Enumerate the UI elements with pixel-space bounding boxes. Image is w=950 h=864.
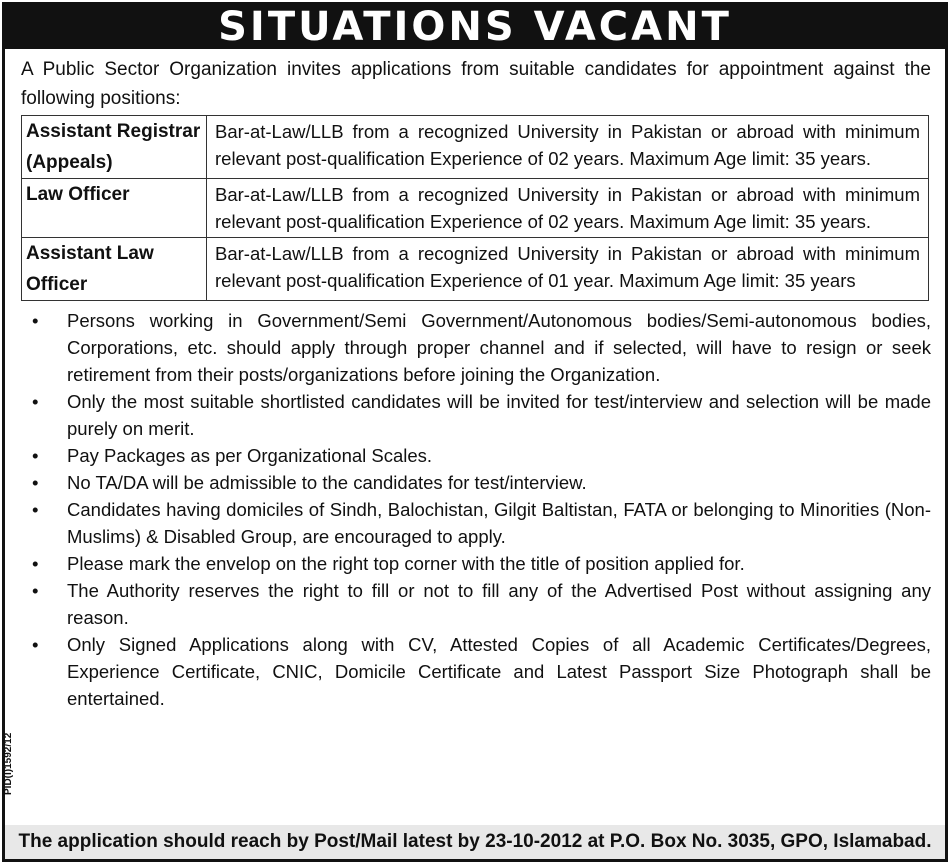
list-item	[5, 631, 931, 712]
condition-text: Only Signed Applications along with CV, Attested Copies of all Academic Certificates/Degrees, Experience Certificate, CNIC, Domicile Certificate and Latest Passport Size Photograph shall be entertained.	[67, 634, 931, 709]
condition-text: Only the most suitable shortlisted candidates will be invited for test/interview and selection will be made purely on merit.	[67, 391, 931, 439]
bullet-icon: •	[32, 472, 39, 493]
list-item	[5, 577, 931, 631]
ad-title: SITUATIONS VACANT	[5, 5, 945, 49]
bullet-icon: •	[32, 445, 39, 466]
condition-text: Pay Packages as per Organizational Scales.	[67, 445, 433, 466]
condition-text: Candidates having domiciles of Sindh, Balochistan, Gilgit Baltistan, FATA or belonging to Minorities (Non-Muslims) & Disabled Group, are encouraged to apply.	[67, 499, 931, 547]
conditions-list	[5, 307, 931, 712]
list-item	[5, 496, 931, 550]
position-requirements: Bar-at-Law/LLB from a recognized University in Pakistan or abroad with minimum relevant post-qualification Experience of 01 year. Maximum Age limit: 35 years	[207, 238, 929, 301]
positions-table	[21, 115, 929, 301]
position-title: Law Officer	[22, 179, 207, 238]
list-item	[5, 442, 931, 469]
list-item	[5, 307, 931, 388]
table-row	[22, 238, 929, 301]
bullet-icon: •	[32, 580, 39, 601]
pid-number: PID(I)1592/12	[3, 732, 14, 795]
bullet-icon: •	[32, 499, 39, 520]
list-item	[5, 469, 931, 496]
bullet-icon: •	[32, 553, 39, 574]
position-title: Assistant Law Officer	[22, 238, 207, 301]
list-item	[5, 388, 931, 442]
bullet-icon: •	[32, 634, 39, 655]
position-title: Assistant Registrar (Appeals)	[22, 116, 207, 179]
condition-text: No TA/DA will be admissible to the candidates for test/interview.	[67, 472, 587, 493]
condition-text: The Authority reserves the right to fill or not to fill any of the Advertised Post without assigning any reason.	[67, 580, 931, 628]
advertisement	[2, 2, 948, 862]
submission-footer: The application should reach by Post/Mail latest by 23-10-2012 at P.O. Box No. 3035, GPO, Islamabad.	[5, 825, 945, 859]
bullet-icon: •	[32, 391, 39, 412]
list-item	[5, 550, 931, 577]
condition-text: Persons working in Government/Semi Government/Autonomous bodies/Semi-autonomous bodies, Corporations, etc. should apply through proper channel and if selected, will have to resign or seek retirement from their posts/organizations before joining the Organization.	[67, 310, 931, 385]
table-row	[22, 179, 929, 238]
table-row	[22, 116, 929, 179]
position-requirements: Bar-at-Law/LLB from a recognized University in Pakistan or abroad with minimum relevant post-qualification Experience of 02 years. Maximum Age limit: 35 years.	[207, 116, 929, 179]
position-requirements: Bar-at-Law/LLB from a recognized University in Pakistan or abroad with minimum relevant post-qualification Experience of 02 years. Maximum Age limit: 35 years.	[207, 179, 929, 238]
intro-text: A Public Sector Organization invites applications from suitable candidates for appointment against the following positions:	[21, 59, 931, 109]
bullet-icon: •	[32, 310, 39, 331]
condition-text: Please mark the envelop on the right top corner with the title of position applied for.	[67, 553, 745, 574]
